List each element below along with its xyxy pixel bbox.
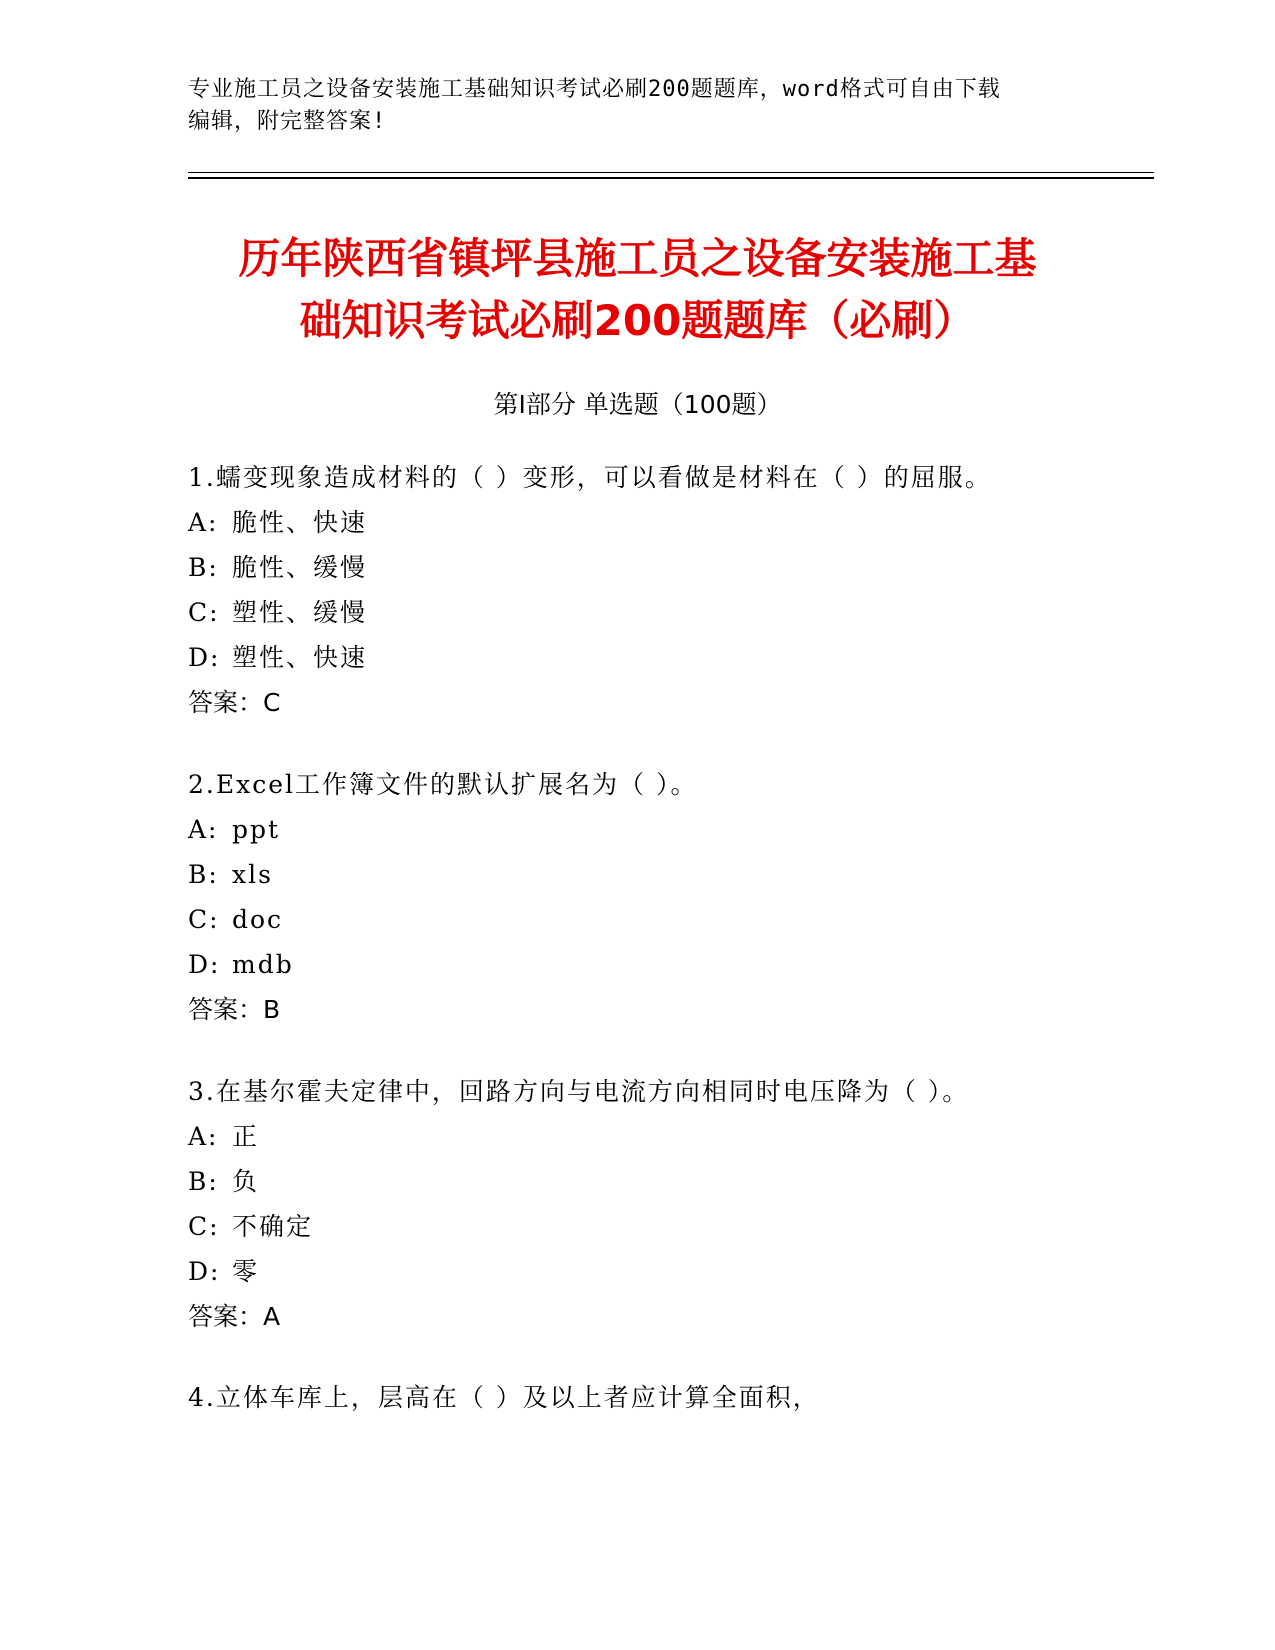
option-text: 塑性、缓慢 xyxy=(232,598,368,627)
option-c xyxy=(188,897,1148,942)
option-text: doc xyxy=(232,905,284,934)
option-text: 零 xyxy=(232,1257,260,1286)
option-a xyxy=(188,1114,1148,1159)
option-letter: B: xyxy=(188,860,219,889)
question-2 xyxy=(188,762,1148,1032)
answer: 答案：B xyxy=(188,995,281,1024)
option-b xyxy=(188,1159,1148,1204)
option-a xyxy=(188,500,1148,545)
question-1 xyxy=(188,455,1148,725)
question-stem: 2.Excel工作簿文件的默认扩展名为（ ）。 xyxy=(188,770,698,799)
question-stem: 4.立体车库上，层高在（ ）及以上者应计算全面积， xyxy=(188,1383,820,1412)
option-letter: A: xyxy=(188,815,219,844)
option-text: 塑性、快速 xyxy=(232,643,368,672)
option-letter: A: xyxy=(188,508,219,537)
option-letter: B: xyxy=(188,1167,219,1196)
option-letter: C: xyxy=(188,905,220,934)
header-rule-thin xyxy=(188,172,1154,173)
option-text: 不确定 xyxy=(232,1212,314,1241)
option-d xyxy=(188,942,1148,987)
option-a xyxy=(188,807,1148,852)
option-letter: D: xyxy=(188,1257,221,1286)
option-letter: C: xyxy=(188,598,220,627)
document-title-line1: 历年陕西省镇坪县施工员之设备安装施工基 xyxy=(238,234,1037,283)
document-title-line2: 础知识考试必刷200题题库（必刷） xyxy=(299,296,976,345)
option-letter: D: xyxy=(188,643,221,672)
option-text: xls xyxy=(232,860,273,889)
document-title xyxy=(150,228,1125,352)
answer: 答案：A xyxy=(188,1302,281,1331)
question-3 xyxy=(188,1069,1148,1339)
option-text: 脆性、快速 xyxy=(232,508,368,537)
header-rule-thick xyxy=(188,177,1154,179)
question-stem: 3.在基尔霍夫定律中，回路方向与电流方向相同时电压降为（ ）。 xyxy=(188,1077,970,1106)
option-text: mdb xyxy=(232,950,294,979)
header-note xyxy=(188,74,1088,138)
option-text: ppt xyxy=(232,815,281,844)
option-letter: C: xyxy=(188,1212,220,1241)
option-text: 正 xyxy=(232,1122,260,1151)
section-title: 第Ⅰ部分 单选题（100题） xyxy=(493,390,782,419)
option-letter: D: xyxy=(188,950,221,979)
option-c xyxy=(188,590,1148,635)
header-note-line2: 编辑，附完整答案! xyxy=(188,109,387,134)
option-c xyxy=(188,1204,1148,1249)
option-letter: A: xyxy=(188,1122,219,1151)
option-d xyxy=(188,635,1148,680)
header-note-line1: 专业施工员之设备安装施工基础知识考试必刷200题题库，word格式可自由下载 xyxy=(188,77,1001,102)
option-letter: B: xyxy=(188,553,219,582)
option-text: 负 xyxy=(232,1167,260,1196)
option-d xyxy=(188,1249,1148,1294)
question-4 xyxy=(188,1375,1148,1420)
option-b xyxy=(188,545,1148,590)
question-stem: 1.蠕变现象造成材料的（ ）变形，可以看做是材料在（ ）的屈服。 xyxy=(188,463,992,492)
option-text: 脆性、缓慢 xyxy=(232,553,368,582)
answer: 答案：C xyxy=(188,688,281,717)
option-b xyxy=(188,852,1148,897)
